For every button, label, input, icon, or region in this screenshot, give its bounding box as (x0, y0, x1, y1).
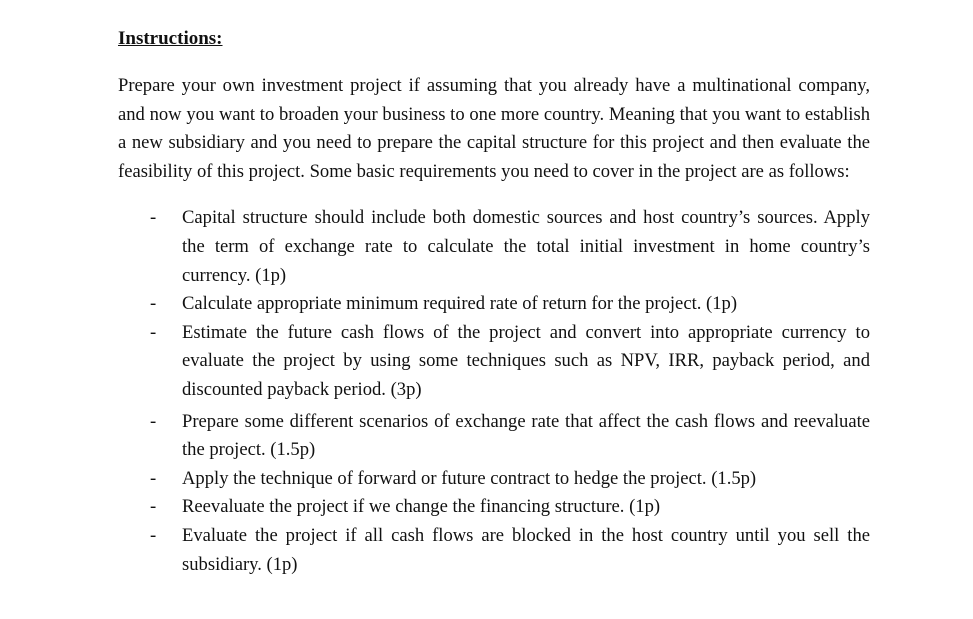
requirement-item-required-return (118, 290, 870, 319)
requirement-text: Calculate appropriate minimum required rate of return for the project. (1p) (182, 293, 738, 315)
requirements-list (118, 204, 870, 579)
bullet-dash: - (150, 496, 157, 518)
requirement-text: Capital structure should include both domestic sources and host country’s sources. Apply the term of exchange rate to calculate the total initial investment in home country’s currency. (1p) (182, 207, 870, 286)
requirement-text: Estimate the future cash flows of the project and convert into appropriate currency to evaluate the project by using some techniques such as NPV, IRR, payback period, and discounted payback period. (3p) (182, 321, 870, 400)
requirement-item-cash-flows (118, 319, 870, 405)
requirement-text: Reevaluate the project if we change the financing structure. (1p) (182, 496, 661, 518)
requirement-item-capital-structure (118, 204, 870, 290)
bullet-dash: - (150, 321, 157, 343)
requirement-item-blocked-funds (118, 522, 870, 579)
bullet-dash: - (150, 410, 157, 432)
bullet-dash: - (150, 524, 157, 546)
intro-paragraph: Prepare your own investment project if assuming that you already have a multinational company, and now you want to broaden your business to one more country. Meaning that you want to establish a new subsidiary and you need to prepare the capital structure for this project and then evaluate the feasibility of this project. Some basic requirements you need to cover in the project are as follows: (118, 75, 870, 182)
requirement-text: Prepare some different scenarios of exchange rate that affect the cash flows and reevaluate the project. (1.5p) (182, 410, 870, 461)
requirement-item-exchange-scenarios (118, 408, 870, 465)
requirement-text: Evaluate the project if all cash flows are blocked in the host country until you sell the subsidiary. (1p) (182, 524, 870, 575)
instructions-heading: Instructions: (118, 28, 223, 49)
bullet-dash: - (150, 467, 157, 489)
requirement-item-hedging (118, 465, 870, 494)
requirement-text: Apply the technique of forward or future contract to hedge the project. (1.5p) (182, 467, 757, 489)
requirement-item-financing-structure (118, 493, 870, 522)
bullet-dash: - (150, 207, 157, 229)
bullet-dash: - (150, 293, 157, 315)
document-page (118, 26, 870, 579)
